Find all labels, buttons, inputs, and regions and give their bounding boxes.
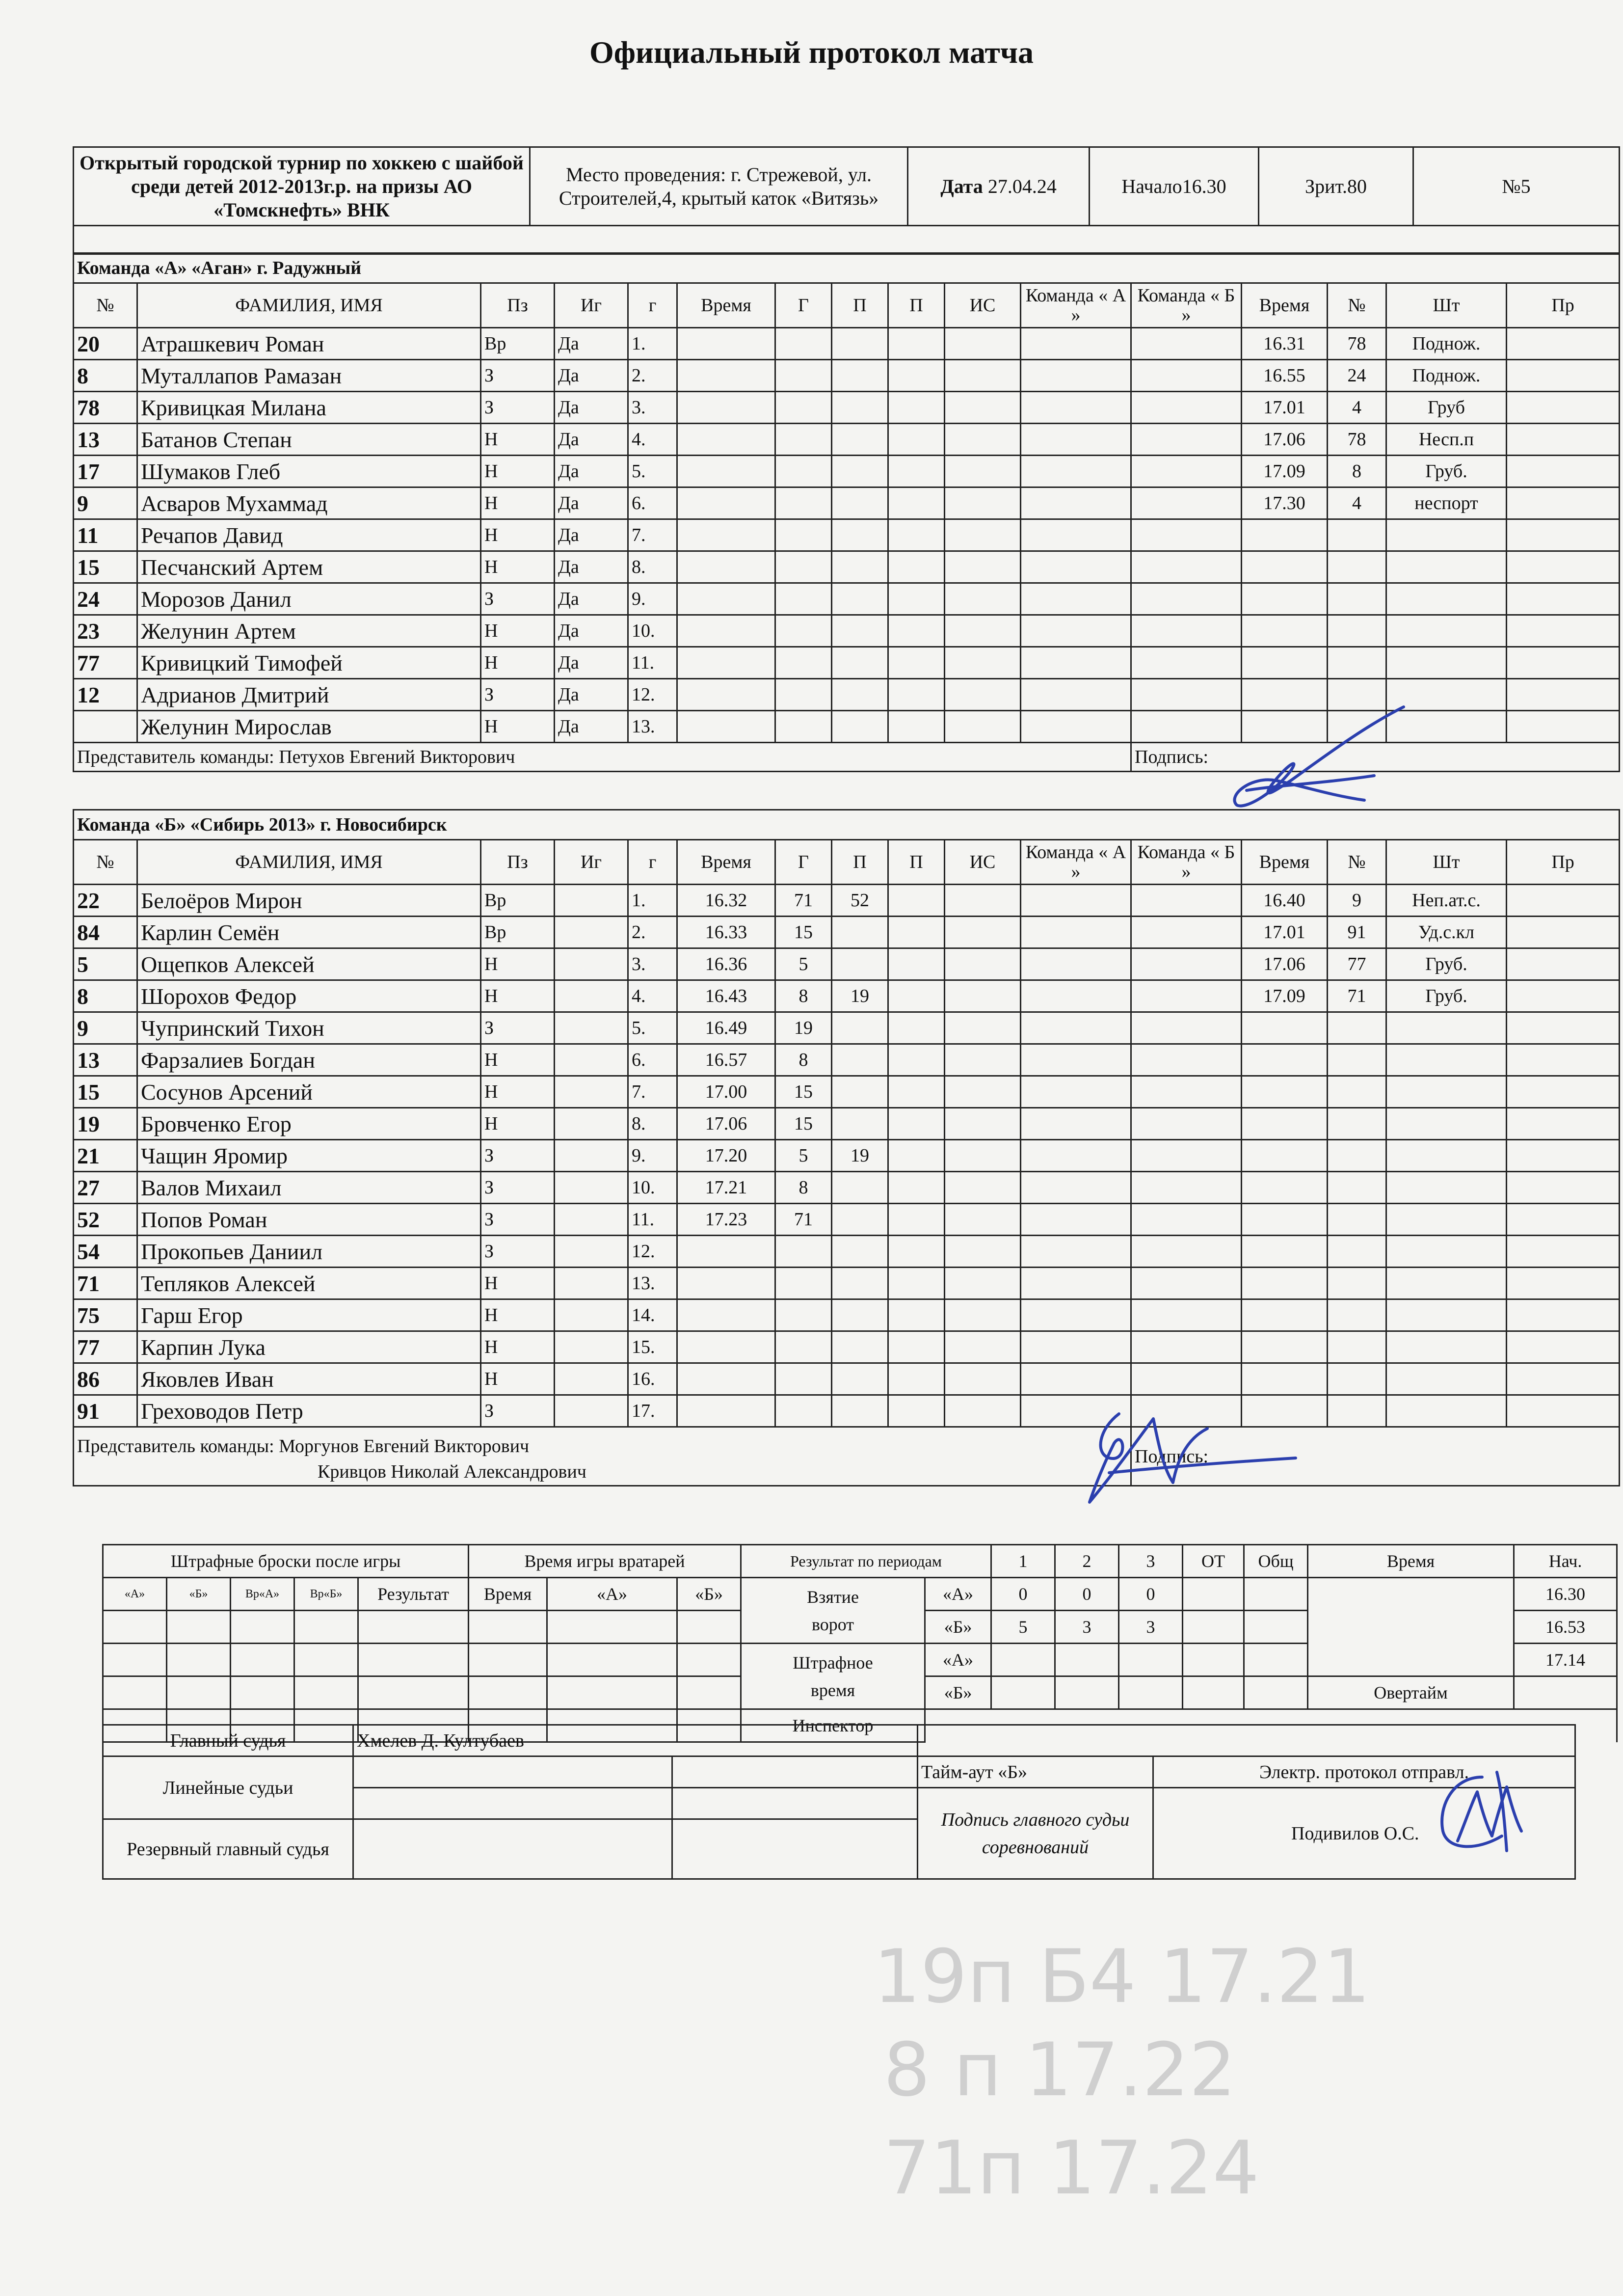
penalty-player: 78 [1328,328,1386,360]
player-position: З [481,1204,555,1236]
player-name: Желунин Мирослав [137,711,481,743]
player-name: Батанов Степан [137,424,481,456]
player-name: Бровченко Егор [137,1108,481,1140]
player-position: З [481,583,555,615]
team-a-signature-icon [1217,697,1433,825]
penalty-type: Уд.с.кл [1386,917,1507,948]
team-b-column-headers: № ФАМИЛИЯ, ИМЯ Пз Иг г Время Г П П ИС Команда « А » Команда « Б » Время № Шт Пр [74,840,1620,885]
team-b-player-row [74,1140,1620,1172]
player-number: 15 [74,1076,137,1108]
match-number: №5 [1413,147,1620,226]
penalty-time-label: Штрафное время [741,1644,925,1709]
player-position: Н [481,1299,555,1331]
player-number: 77 [74,647,137,679]
goal-time: 16.43 [677,980,775,1012]
player-played: Да [555,328,628,360]
team-b-table [73,809,1620,1486]
player-number: 15 [74,551,137,583]
assist [832,1236,888,1268]
goal-scorer [775,1299,832,1331]
player-name: Чащин Яромир [137,1140,481,1172]
goal-time [677,1236,775,1268]
goal-time [677,1331,775,1363]
player-number: 27 [74,1172,137,1204]
player-name: Речапов Давид [137,519,481,551]
goal-scorer [775,1236,832,1268]
goal-time: 16.49 [677,1012,775,1044]
pencil-note-3: 71п 17.24 [883,2126,1260,2211]
row-index: 1. [628,328,677,360]
penalty-type: неспорт [1386,487,1507,519]
player-name: Попов Роман [137,1204,481,1236]
penalty-time: 17.09 [1242,456,1328,487]
team-b-player-row [74,1076,1620,1108]
assist [832,948,888,980]
penalty-type: Несп.п [1386,424,1507,456]
assist [832,1395,888,1427]
row-index: 16. [628,1363,677,1395]
player-number: 78 [74,392,137,424]
goal-scorer [775,1331,832,1363]
penalty-type: Груб. [1386,948,1507,980]
row-index: 7. [628,519,677,551]
row-index: 8. [628,1108,677,1140]
player-number: 24 [74,583,137,615]
assist [832,917,888,948]
goal-scorer: 5 [775,948,832,980]
team-b-title: Команда «Б» «Сибирь 2013» г. Новосибирск [74,810,1620,840]
penalty-player: 78 [1328,424,1386,456]
goal-scorer: 71 [775,1204,832,1236]
goals-label: Взятие ворот [741,1578,925,1644]
penalty-time: 16.55 [1242,360,1328,392]
goal-time: 17.21 [677,1172,775,1204]
player-number: 12 [74,679,137,711]
team-a-title: Команда «А» «Аган» г. Радужный [74,253,1620,283]
row-index: 12. [628,1236,677,1268]
goal-scorer: 5 [775,1140,832,1172]
team-a-player-row [74,456,1620,487]
player-number: 86 [74,1363,137,1395]
match-date: Дата 27.04.24 [908,147,1090,226]
start-time: Начало16.30 [1090,147,1259,226]
header-spacer [74,226,1620,254]
player-position: З [481,392,555,424]
team-b-player-row [74,1108,1620,1140]
player-number: 9 [74,487,137,519]
team-b-player-row [74,1044,1620,1076]
assist [832,1044,888,1076]
chief-referee-name: Подивилов О.С. [1153,1788,1575,1879]
goal-scorer: 15 [775,917,832,948]
shootout-header: Штрафные броски после игры [103,1545,469,1578]
main-referee-name: Хмелев Д. Култубаев [353,1725,918,1756]
penalty-type: Неп.ат.с. [1386,885,1507,917]
penalty-time: 17.01 [1242,917,1328,948]
player-position: Н [481,980,555,1012]
player-position: Н [481,1044,555,1076]
team-b-player-row [74,1363,1620,1395]
player-number: 11 [74,519,137,551]
player-played: Да [555,519,628,551]
row-index: 7. [628,1076,677,1108]
player-position: Н [481,711,555,743]
player-name: Прокопьев Даниил [137,1236,481,1268]
player-name: Песчанский Артем [137,551,481,583]
row-index: 13. [628,711,677,743]
player-position: Н [481,1076,555,1108]
player-played: Да [555,679,628,711]
team-a-player-row [74,487,1620,519]
player-position: Н [481,456,555,487]
row-index: 11. [628,1204,677,1236]
player-name: Чупринский Тихон [137,1012,481,1044]
row-index: 5. [628,1012,677,1044]
team-a-player-row [74,328,1620,360]
penalty-type: Поднож. [1386,328,1507,360]
team-b-representative: Представитель команды: Моргунов Евгений Викторович Кривцов Николай Александрович [74,1427,1131,1486]
goal-time [677,1395,775,1427]
goal-time: 16.33 [677,917,775,948]
player-number: 54 [74,1236,137,1268]
row-index: 4. [628,424,677,456]
team-a-player-row [74,519,1620,551]
player-number: 8 [74,360,137,392]
player-name: Шумаков Глеб [137,456,481,487]
goal-time: 17.23 [677,1204,775,1236]
row-index: 3. [628,392,677,424]
team-a-player-row [74,360,1620,392]
player-position: З [481,1236,555,1268]
goal-time: 17.20 [677,1140,775,1172]
player-name: Греховодов Петр [137,1395,481,1427]
player-name: Морозов Данил [137,583,481,615]
team-a-player-row [74,583,1620,615]
assist [832,1012,888,1044]
goalkeeper-time-header: Время игры вратарей [469,1545,741,1578]
player-position: Н [481,1108,555,1140]
player-played: Да [555,360,628,392]
player-name: Фарзалиев Богдан [137,1044,481,1076]
player-number: 8 [74,980,137,1012]
player-number [74,711,137,743]
goal-scorer: 19 [775,1012,832,1044]
row-index: 14. [628,1299,677,1331]
goal-scorer [775,1363,832,1395]
assist [832,1268,888,1299]
penalty-player: 8 [1328,456,1386,487]
team-a-player-row [74,615,1620,647]
penalty-player: 77 [1328,948,1386,980]
player-number: 17 [74,456,137,487]
row-index: 10. [628,1172,677,1204]
assist: 19 [832,980,888,1012]
player-position: Н [481,424,555,456]
player-name: Гарш Егор [137,1299,481,1331]
player-number: 20 [74,328,137,360]
team-b-player-row [74,1299,1620,1331]
row-index: 1. [628,885,677,917]
player-number: 75 [74,1299,137,1331]
player-number: 21 [74,1140,137,1172]
team-b-player-row [74,1204,1620,1236]
player-name: Кривицкая Милана [137,392,481,424]
player-played: Да [555,647,628,679]
goal-scorer: 15 [775,1108,832,1140]
player-position: З [481,1172,555,1204]
player-name: Тепляков Алексей [137,1268,481,1299]
goal-time [677,1299,775,1331]
periods-header: Результат по периодам [741,1545,991,1578]
player-played: Да [555,456,628,487]
row-index: 6. [628,487,677,519]
goal-time: 16.57 [677,1044,775,1076]
goal-scorer [775,1395,832,1427]
team-a-column-headers: № ФАМИЛИЯ, ИМЯ Пз Иг г Время Г П П ИС Команда « А » Команда « Б » Время № Шт Пр [74,283,1620,328]
penalty-time: 17.01 [1242,392,1328,424]
team-b-player-row [74,980,1620,1012]
team-b-player-row [74,1395,1620,1427]
penalty-player: 24 [1328,360,1386,392]
player-number: 77 [74,1331,137,1363]
assist: 19 [832,1140,888,1172]
spectators: Зрит.80 [1259,147,1413,226]
team-b-player-row [74,885,1620,917]
assist [832,1204,888,1236]
player-number: 22 [74,885,137,917]
team-b-player-row [74,1012,1620,1044]
player-name: Карлин Семён [137,917,481,948]
penalty-player: 4 [1328,392,1386,424]
row-index: 11. [628,647,677,679]
player-name: Желунин Артем [137,615,481,647]
overtime-label: Овертайм [1308,1676,1514,1709]
team-a-player-row [74,551,1620,583]
player-played: Да [555,487,628,519]
player-name: Ощепков Алексей [137,948,481,980]
inspector-label: Инспектор [741,1709,925,1742]
main-referee-label: Главный судья [103,1725,353,1756]
row-index: 9. [628,583,677,615]
player-played: Да [555,583,628,615]
player-name: Карпин Лука [137,1331,481,1363]
chief-signature-caption: Подпись главного судьи соревнований [918,1788,1153,1879]
goal-time: 17.00 [677,1076,775,1108]
linesmen-label: Линейные судьи [103,1756,353,1819]
player-played: Да [555,424,628,456]
team-b-player-row [74,1331,1620,1363]
goal-time [677,1363,775,1395]
penalty-player: 71 [1328,980,1386,1012]
row-index: 3. [628,948,677,980]
player-position: З [481,1140,555,1172]
player-number: 19 [74,1108,137,1140]
player-name: Белоёров Мирон [137,885,481,917]
row-index: 5. [628,456,677,487]
player-position: Н [481,948,555,980]
player-position: Н [481,1331,555,1363]
summary-table: Штрафные броски после игры Время игры вратарей Результат по периодам 1 2 3 ОТ Общ Время Нач. «А» «Б» Вр«А» Вр«Б» Результат Время «А» «Б» Взятие ворот «А» 0 0 0 16.30 «Б» 5 3 3 16.53 Штрафное время «А» 17.14 «Б» Овертайм Инспектор [102,1544,1618,1743]
player-name: Атрашкевич Роман [137,328,481,360]
penalty-time: 17.09 [1242,980,1328,1012]
goal-scorer: 8 [775,1044,832,1076]
player-position: Вр [481,885,555,917]
team-b-signature-label: Подпись: [1131,1427,1620,1486]
team-b-player-row [74,948,1620,980]
team-b-player-row [74,917,1620,948]
assist [832,1172,888,1204]
referees-table [102,1724,1576,1880]
team-a-representative: Представитель команды: Петухов Евгений Викторович [74,743,1131,772]
row-index: 2. [628,360,677,392]
goal-scorer: 71 [775,885,832,917]
penalty-time: 16.40 [1242,885,1328,917]
player-position: Н [481,1363,555,1395]
player-position: Н [481,519,555,551]
team-b-player-row [74,1172,1620,1204]
penalty-type: Груб. [1386,456,1507,487]
goal-time: 16.36 [677,948,775,980]
player-position: З [481,1012,555,1044]
player-number: 52 [74,1204,137,1236]
player-name: Сосунов Арсений [137,1076,481,1108]
player-number: 13 [74,424,137,456]
team-a-signature-label: Подпись: [1131,743,1620,772]
assist [832,1076,888,1108]
row-index: 8. [628,551,677,583]
match-header [73,146,1620,255]
team-a-player-row [74,392,1620,424]
player-name: Асваров Мухаммад [137,487,481,519]
tournament-name: Открытый городской турнир по хоккею с шайбой среди детей 2012-2013г.р. на призы АО «Томскнефть» ВНК [74,147,530,226]
goal-scorer: 15 [775,1076,832,1108]
player-position: З [481,360,555,392]
player-position: Н [481,551,555,583]
player-position: Н [481,615,555,647]
row-index: 10. [628,615,677,647]
venue: Место проведения: г. Стрежевой, ул. Строителей,4, крытый каток «Витязь» [530,147,908,226]
goal-time: 16.32 [677,885,775,917]
team-a-player-row [74,424,1620,456]
player-played: Да [555,551,628,583]
player-name: Валов Михаил [137,1172,481,1204]
player-number: 5 [74,948,137,980]
player-played: Да [555,711,628,743]
pencil-note-1: 19п Б4 17.21 [874,1934,1371,2020]
player-name: Муталлапов Рамазан [137,360,481,392]
penalty-player: 4 [1328,487,1386,519]
player-number: 23 [74,615,137,647]
penalty-type: Груб [1386,392,1507,424]
goal-time [677,1268,775,1299]
team-b-signature-icon [1060,1399,1305,1512]
row-index: 6. [628,1044,677,1076]
player-name: Кривицкий Тимофей [137,647,481,679]
player-played: Да [555,615,628,647]
row-index: 13. [628,1268,677,1299]
player-number: 71 [74,1268,137,1299]
goal-time: 17.06 [677,1108,775,1140]
penalty-type: Груб. [1386,980,1507,1012]
player-position: Н [481,1268,555,1299]
penalty-player: 9 [1328,885,1386,917]
team-a-table [73,252,1620,772]
goal-scorer: 8 [775,980,832,1012]
row-index: 15. [628,1331,677,1363]
row-index: 17. [628,1395,677,1427]
team-a-player-row [74,647,1620,679]
player-number: 13 [74,1044,137,1076]
team-b-player-row [74,1268,1620,1299]
team-b-player-row [74,1236,1620,1268]
player-name: Шорохов Федор [137,980,481,1012]
assist [832,1299,888,1331]
timeout-label: Тайм-аут «Б» [918,1756,1153,1788]
document-title: Официальный протокол матча [589,35,1034,70]
row-index: 2. [628,917,677,948]
player-number: 84 [74,917,137,948]
penalty-type: Поднож. [1386,360,1507,392]
player-position: З [481,679,555,711]
player-name: Яковлев Иван [137,1363,481,1395]
assist [832,1363,888,1395]
reserve-referee-label: Резервный главный судья [103,1819,353,1879]
player-position: Вр [481,917,555,948]
player-name: Адрианов Дмитрий [137,679,481,711]
player-position: З [481,1395,555,1427]
player-number: 9 [74,1012,137,1044]
penalty-time: 17.06 [1242,948,1328,980]
row-index: 12. [628,679,677,711]
penalty-player: 91 [1328,917,1386,948]
player-number: 91 [74,1395,137,1427]
penalty-time: 16.31 [1242,328,1328,360]
row-index: 4. [628,980,677,1012]
electronic-protocol-label: Электр. протокол отправл. [1153,1756,1575,1788]
player-position: Вр [481,328,555,360]
player-played: Да [555,392,628,424]
chief-referee-signature-icon [1423,1762,1570,1861]
pencil-note-2: 8 п 17.22 [883,2027,1236,2113]
goal-scorer: 8 [775,1172,832,1204]
row-index: 9. [628,1140,677,1172]
penalty-time: 17.06 [1242,424,1328,456]
assist [832,1108,888,1140]
penalty-time: 17.30 [1242,487,1328,519]
player-position: Н [481,487,555,519]
goal-scorer [775,1268,832,1299]
player-position: Н [481,647,555,679]
assist [832,1331,888,1363]
assist: 52 [832,885,888,917]
